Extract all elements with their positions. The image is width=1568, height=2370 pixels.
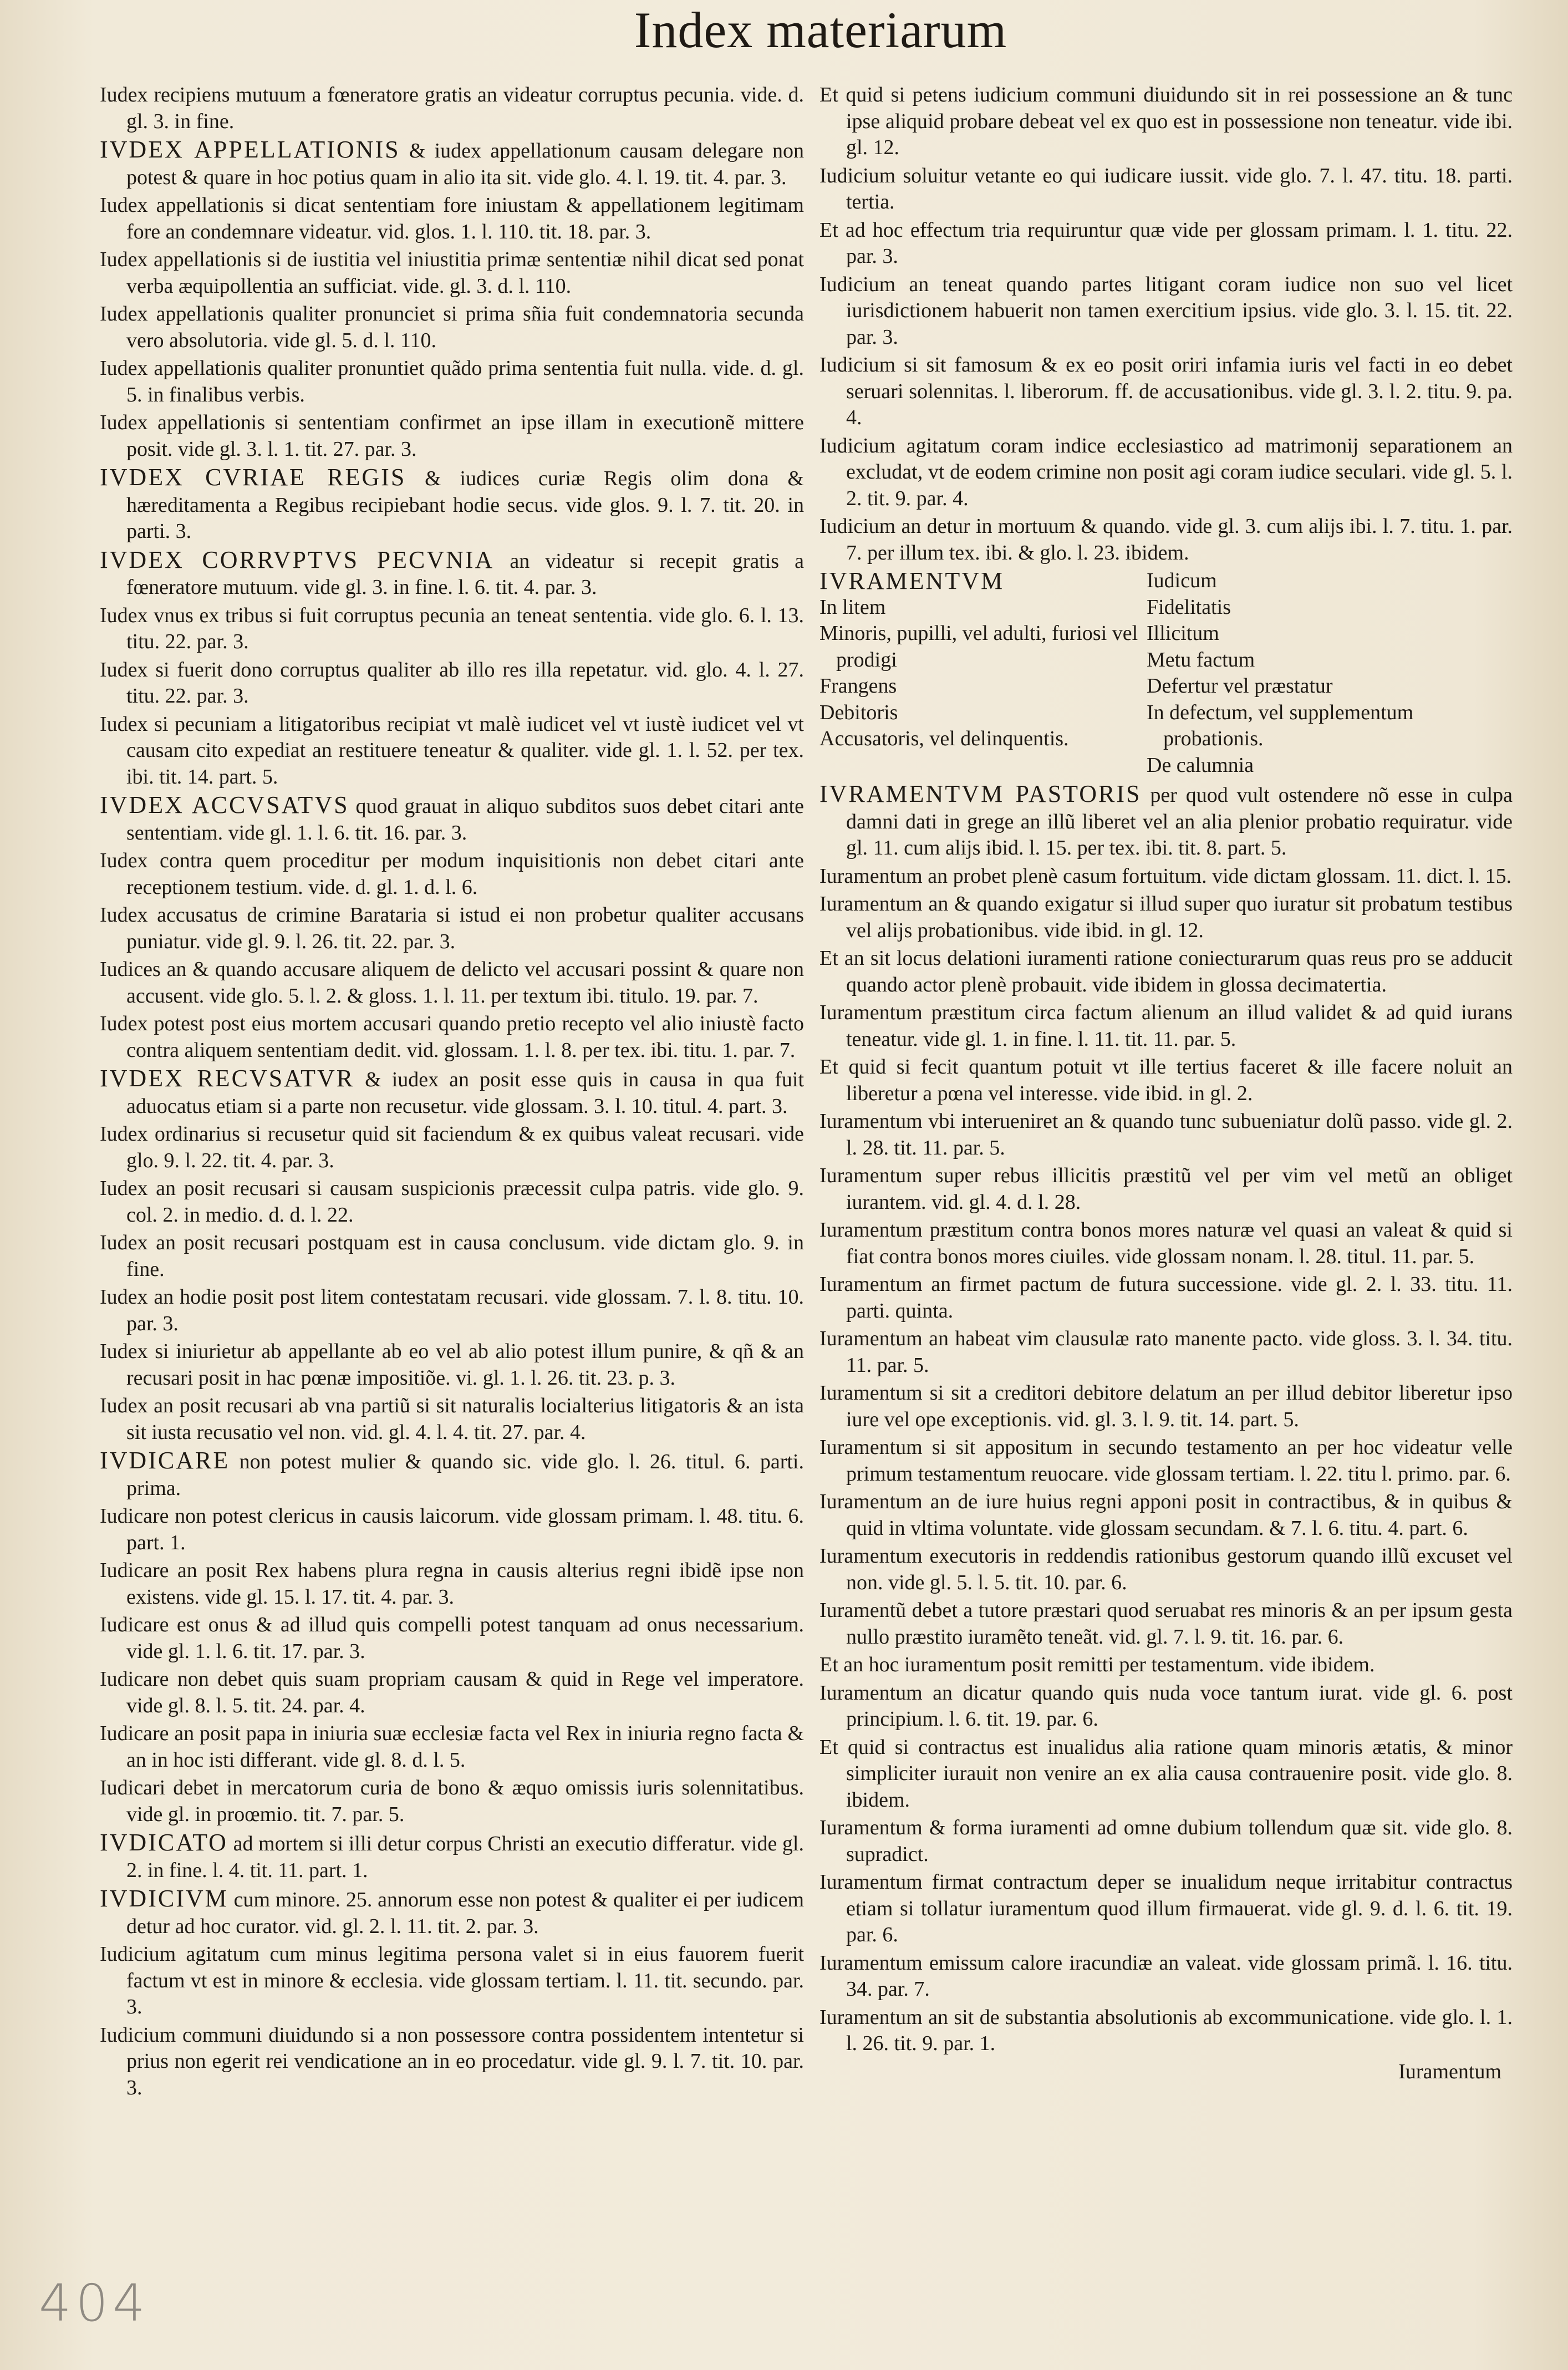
index-entry (819, 1163, 1513, 1215)
index-entry (819, 82, 1513, 161)
entry-text: Iuramentum si sit a creditori debitore delatum an per illud debitor liberetur ipso iure vel ope exceptionis. vid. gl. 3. l. 9. tit. 14. part. 5. (819, 1381, 1513, 1431)
iuramentum-term: Accusatoris, vel delinquentis. (819, 727, 1069, 750)
entry-text: Iudex si pecuniam a litigatoribus recipiat vt malè iudicet vel vt iustè iudicet vel vt causam cito expediat an restituere teneatur & qualiter. vide gl. 1. l. 52. per tex. ibi. tit. 14. part. 5. (100, 712, 804, 789)
entry-text: Iudex ordinarius si recusetur quid sit faciendum & ex quibus valeat recusari. vide glo. 9. l. 22. tit. 4. par. 3. (100, 1122, 804, 1172)
entry-text: Iudex si iniurietur ab appellante ab eo vel ab alio potest illum punire, & qñ & an recusari posit in hac pœnæ impositiõe. vi. gl. 1. l. 26. tit. 23. p. 3. (100, 1340, 804, 1390)
entry-text: Iuramentum firmat contractum deper se inualidum neque irritabitur contractus etiam si tollatur iuramentum quod illum firmauerat. vide gl. 9. d. l. 6. tit. 19. par. 6. (819, 1870, 1513, 1946)
entry-text: Iudicium agitatum coram indice ecclesiastico ad matrimonij separationem an excludat, vt de eodem crimine non posit agi coram iudice seculari. vide gl. 5. l. 2. tit. 9. par. 4. (819, 434, 1513, 510)
index-entry (819, 1380, 1513, 1433)
entry-text: Iudex an posit recusari postquam est in causa conclusum. vide dictam glo. 9. in fine. (100, 1231, 804, 1281)
index-entry (100, 1829, 804, 1884)
index-entry (100, 1176, 804, 1228)
iuramentum-term: Metu factum (1147, 648, 1255, 672)
index-entry (819, 352, 1513, 431)
entry-text: Iudex contra quem proceditur per modum inquisitionis non debet citari ante receptionem testium. vide. d. gl. 1. d. l. 6. (100, 849, 804, 899)
index-entry (819, 433, 1513, 512)
right-column (819, 82, 1513, 2085)
entry-text: Iuramentum si sit appositum in secundo testamento an per hoc videatur velle primum testamentum reuocare. vide glossam tertiam. l. 22. titu l. primo. par. 6. (819, 1436, 1513, 1486)
entry-text: Et an sit locus delationi iuramenti ratione coniecturarum quas reus pro se adducit quando actor plenè probauit. vide ibidem in glossa decimatertia. (819, 947, 1513, 996)
iuramentum-term: Illicitum (1147, 622, 1219, 645)
entry-text: Iuramentum præstitum contra bonos mores naturæ vel quasi an valeat & quid si fiat contra bonos mores ciuiles. vide glossam nonam. l. 28. titul. 11. par. 5. (819, 1218, 1513, 1268)
index-entry (819, 1680, 1513, 1733)
index-entry (100, 464, 804, 545)
index-entry (819, 891, 1513, 944)
entry-text: Iudicium communi diuidundo si a non possessore contra possidentem intentetur si prius non egerit rei vendicatione an in eo procedatur. vide gl. 9. l. 7. tit. 10. par. 3. (100, 2023, 804, 2099)
entry-text: Iuramentum an sit de substantia absolutionis ab excommunicatione. vide glo. l. 1. l. 26. tit. 9. par. 1. (819, 2005, 1513, 2055)
index-entry (100, 1721, 804, 1773)
index-entry (819, 1326, 1513, 1379)
entry-text: Et an hoc iuramentum posit remitti per testamentum. vide ibidem. (819, 1653, 1375, 1676)
entry-text: Iudicare non potest clericus in causis laicorum. vide glossam primam. l. 48. titu. 6. part. 1. (100, 1504, 804, 1554)
index-entry (100, 1775, 804, 1828)
index-entry (100, 1121, 804, 1174)
entry-text: Iudex vnus ex tribus si fuit corruptus pecunia an teneat sententia. vide glo. 6. l. 13. titu. 22. par. 3. (100, 603, 804, 653)
index-entry (819, 1543, 1513, 1596)
entry-text: cum minore. 25. annorum esse non potest & qualiter ei per iudicem detur ad hoc curator. vid. gl. 2. l. 11. tit. 2. par. 3. (126, 1888, 804, 1938)
entry-text: Iudex an hodie posit post litem contestatam recusari. vide glossam. 7. l. 8. titu. 10. par. 3. (100, 1285, 804, 1335)
entry-text: Iudicare non debet quis suam propriam causam & quid in Rege vel imperatore. vide gl. 8. l. 5. tit. 24. par. 4. (100, 1667, 804, 1717)
entry-text: & iudex appellationum causam delegare non potest & quare in hoc potius quam in alio ita sit. vide glo. 4. l. 19. tit. 4. par. 3. (126, 139, 804, 189)
entry-text: an videatur si recepit gratis a fœneratore mutuum. vide gl. 3. in fine. l. 6. tit. 4. par. 3. (126, 549, 805, 599)
entry-text: non potest mulier & quando sic. vide glo. l. 26. titul. 6. parti. prima. (126, 1450, 804, 1500)
entry-text: Iudicare est onus & ad illud quis compelli potest tanquam ad onus necessarium. vide gl. 1. l. 6. tit. 17. par. 3. (100, 1613, 804, 1663)
index-entry (100, 547, 804, 601)
entry-text: Iudex potest post eius mortem accusari quando pretio recepto vel alio iniustè facto contra aliquem sententiam dedit. vid. glossam. 1. l. 8. per tex. ibi. titu. 1. par. 7. (100, 1012, 804, 1062)
entry-text: Iudex appellationis qualiter pronunciet si prima sñia fuit condemnatoria secunda vero absolutoria. vide gl. 5. d. l. 110. (100, 302, 804, 352)
entry-text: Iuramentum an de iure huius regni apponi posit in contractibus, & in quibus & quid in vltima voluntate. vide glossam secundam. & 7. l. 6. titu. 4. part. 6. (819, 1490, 1513, 1540)
index-entry (100, 2022, 804, 2102)
iuramentum-term: Defertur vel præstatur (1147, 674, 1333, 698)
entry-heading: IVDICARE (100, 1447, 230, 1474)
entry-text: Iuramentum an & quando exigatur si illud super quo iuratur sit probatum testibus vel alijs probationibus. vide ibid. in gl. 12. (819, 892, 1513, 942)
entry-text: & iudex an posit esse quis in causa in qua fuit aduocatus etiam si a parte non recusetur. vide glossam. 3. l. 10. titul. 4. part. 3. (126, 1068, 804, 1118)
entry-text: Iuramentum præstitum circa factum alienum an illud validet & ad quid iurans teneatur. vide gl. 1. in fine. l. 11. tit. 11. par. 5. (819, 1001, 1513, 1051)
index-entry (100, 192, 804, 245)
index-entry (100, 355, 804, 408)
index-entry (819, 945, 1513, 998)
iuramentum-term: Frangens (819, 674, 897, 698)
catchword: Iuramentum (1398, 2059, 1501, 2083)
entry-text: Iudex accusatus de crimine Barataria si istud ei non probetur qualiter accusans puniatur. vide gl. 9. l. 26. tit. 22. par. 3. (100, 903, 804, 953)
entry-text: ad mortem si illi detur corpus Christi an executio differatur. vide gl. 2. in fine. l. 4. tit. 11. part. 1. (126, 1832, 804, 1882)
index-entry (819, 163, 1513, 216)
index-entry (100, 1065, 804, 1120)
index-entry (819, 781, 1513, 862)
index-entry (819, 217, 1513, 270)
index-entry (100, 1447, 804, 1502)
index-entry (100, 1011, 804, 1064)
entry-text: Iuramentum executoris in reddendis rationibus gestorum quando illũ excuset vel non. vide gl. 5. l. 5. tit. 10. par. 6. (819, 1544, 1513, 1594)
index-entry (819, 1272, 1513, 1324)
entry-text: Iudicare an posit Rex habens plura regna in causis alterius regni ibidẽ ipse non existens. vide gl. 15. l. 17. tit. 4. par. 3. (100, 1559, 804, 1609)
iuramentum-table (819, 568, 1513, 779)
index-entry (819, 863, 1513, 890)
entry-text: Iudicium soluitur vetante eo qui iudicare iussit. vide glo. 7. l. 47. titu. 18. parti. tertia. (819, 164, 1513, 213)
index-entry (100, 792, 804, 846)
entry-text: Iudicari debet in mercatorum curia de bono & æquo omissis iuris solennitatibus. vide gl. in proœmio. tit. 7. par. 5. (100, 1776, 804, 1826)
entry-text: Iudex appellationis si de iustitia vel iniustitia primæ sententiæ nihil dicat sed ponat verba æquipollentia an sufficiat. vide. gl. 3. d. l. 110. (100, 248, 804, 298)
index-entry (100, 1339, 804, 1391)
entry-text: Iudicium an detur in mortuum & quando. vide gl. 3. cum alijs ibi. l. 7. titu. 1. par. 7. per illum tex. ibi. & glo. l. 23. ibidem. (819, 515, 1513, 564)
index-entry (100, 410, 804, 462)
entry-text: Iudicium agitatum cum minus legitima persona valet si in eius fauorem fuerit factum vt est in minore & ecclesia. vide glossam tertiam. l. 11. tit. secundo. par. 3. (100, 1942, 804, 2018)
entry-text: quod grauat in aliquo subditos suos debet citari ante sententiam. vide gl. 1. l. 6. tit. 16. par. 3. (126, 795, 804, 845)
entry-text: Iudex si fuerit dono corruptus qualiter ab illo res illa repetatur. vid. glo. 4. l. 27. titu. 22. par. 3. (100, 658, 804, 708)
entry-text: Iuramentum an habeat vim clausulæ rato manente pacto. vide gloss. 3. l. 34. titu. 11. par. 5. (819, 1327, 1513, 1377)
entry-text: Iuramentum an probet plenè casum fortuitum. vide dictam glossam. 11. dict. l. 15. (819, 864, 1512, 888)
index-entry (100, 247, 804, 299)
index-entry (100, 603, 804, 655)
page-title: Index materiarum (634, 2, 1007, 58)
index-entry (819, 1000, 1513, 1052)
entry-heading: IVDEX CVRIAE REGIS (100, 464, 406, 491)
index-entry (100, 1230, 804, 1283)
index-entry (100, 136, 804, 191)
entry-text: Iuramentum an dicatur quando quis nuda voce tantum iurat. vide gl. 6. post principium. l. 6. tit. 19. par. 6. (819, 1681, 1513, 1731)
iuramentum-term: In litem (819, 595, 886, 619)
entry-text: Iudicium an teneat quando partes litigant coram iudice non suo vel licet iurisdictionem habuerit non tamen exercitium ipsius. vide glo. 3. l. 15. tit. 22. par. 3. (819, 272, 1513, 349)
index-entry (100, 1941, 804, 2021)
iuramentum-table-left (819, 568, 1147, 779)
index-entry (819, 1869, 1513, 1949)
entry-heading: IVDEX CORRVPTVS PECVNIA (100, 546, 495, 573)
index-entry (819, 1489, 1513, 1542)
index-entry (100, 301, 804, 354)
index-entry (100, 1558, 804, 1610)
index-entry (819, 1950, 1513, 2003)
entry-text: Iudex appellationis si sententiam confirmet an ipse illam in executionẽ mittere posit. vide gl. 3. l. 1. tit. 27. par. 3. (100, 411, 804, 461)
index-entry (100, 657, 804, 710)
index-entry (819, 272, 1513, 351)
entry-text: Iudex an posit recusari ab vna partiũ si sit naturalis locialterius litigatoris & an ista sit iusta recusatio vel non. vid. gl. 4. l. 4. tit. 27. par. 4. (100, 1394, 804, 1444)
entry-text: Et quid si petens iudicium communi diuidundo sit in rei possessione an & tunc ipse aliquid probare debeat vel ex quo est in possessione non teneatur. vide ibi. gl. 12. (819, 83, 1513, 159)
index-entry (100, 711, 804, 791)
entry-text: Iudex appellationis qualiter pronuntiet quãdo prima sententia fuit nulla. vide. d. gl. 5. in finalibus verbis. (100, 357, 804, 406)
iuramentum-term: Debitoris (819, 700, 898, 724)
entry-text: Iuramentum super rebus illicitis præstitũ vel per vim vel metũ an obliget iurantem. vid. gl. 4. d. l. 28. (819, 1164, 1513, 1214)
index-entry (819, 513, 1513, 566)
index-entry (100, 1393, 804, 1446)
entry-text: Iuramentum & forma iuramenti ad omne dubium tollendum quæ sit. vide glo. 8. supradict. (819, 1816, 1513, 1866)
index-entry (100, 1885, 804, 1940)
entry-heading: IVDEX APPELLATIONIS (100, 136, 400, 163)
right-column-bottom (819, 781, 1513, 2057)
index-entry (819, 1108, 1513, 1161)
entry-heading: IVDICATO (100, 1829, 228, 1856)
index-entry (100, 1666, 804, 1719)
index-entry (819, 1652, 1513, 1679)
entry-text: Iudex an posit recusari si causam suspicionis præcessit culpa patris. vide glo. 9. col. 2. in medio. d. d. l. 22. (100, 1177, 804, 1227)
index-entry (100, 82, 804, 135)
entry-text: Iudex recipiens mutuum a fœneratore gratis an videatur corruptus pecunia. vide. d. gl. 3. in fine. (100, 83, 804, 133)
index-entry (819, 1815, 1513, 1868)
entry-text: Iuramentum an firmet pactum de futura successione. vide gl. 2. l. 33. titu. 11. parti. quinta. (819, 1273, 1513, 1323)
iuramentum-term: De calumnia (1147, 753, 1254, 777)
iuramentum-term: Minoris, pupilli, vel adulti, furiosi vel prodigi (819, 622, 1138, 672)
index-entry (819, 1217, 1513, 1270)
entry-heading: IVDEX ACCVSATVS (100, 791, 349, 818)
index-entry (819, 1598, 1513, 1650)
entry-text: Iuramentum vbi interueniret an & quando tunc subueniatur dolũ passo. vide gl. 2. l. 28. tit. 11. par. 5. (819, 1110, 1513, 1159)
entry-text: Iudicium si sit famosum & ex eo posit oriri infamia iuris vel facti in eo debet seruari solennitas. l. liberorum. ff. de accusationibus. vide gl. 3. l. 2. titu. 9. pa. 4. (819, 353, 1513, 429)
index-entry (100, 902, 804, 955)
entry-heading: IVDEX RECVSATVR (100, 1065, 355, 1092)
entry-text: Et quid si fecit quantum potuit vt ille tertius faceret & ille facere noluit an liberetur a pœna vel interesse. vide ibid. in gl. 2. (819, 1055, 1513, 1105)
index-entry (100, 1612, 804, 1665)
index-entry (100, 957, 804, 1009)
iuramentum-term: Iudicum (1147, 569, 1217, 592)
entry-text: per quod vult ostendere nõ esse in culpa damni dati in grege an illũ liberet vel an alia plenior probatio requiratur. vide gl. 11. cum alijs ibid. l. 15. per tex. ibi. tit. 8. part. 5. (846, 784, 1513, 859)
entry-text: & iudices curiæ Regis olim dona & hæreditamenta a Regibus recipiebant hodie secus. vide glos. 9. l. 7. tit. 20. in parti. 3. (126, 467, 804, 543)
entry-text: Et ad hoc effectum tria requiruntur quæ vide per glossam primam. l. 1. titu. 22. par. 3. (819, 218, 1513, 268)
index-entry (100, 848, 804, 901)
iuramentum-heading: IVRAMENTVM (819, 567, 1005, 594)
iuramentum-term: Fidelitatis (1147, 595, 1231, 619)
entry-text: Iudex appellationis si dicat sententiam fore iniustam & appellationem legitimam fore an condemnare videatur. vid. glos. 1. l. 110. tit. 18. par. 3. (100, 194, 804, 243)
folio-mark: 404 (39, 2274, 150, 2333)
entry-text: Iudicare an posit papa in iniuria suæ ecclesiæ facta vel Rex in iniuria regno facta & an in hoc isti differant. vide gl. 8. d. l. 5. (100, 1722, 804, 1772)
entry-heading: IVDICIVM (100, 1885, 228, 1912)
index-entry (819, 1735, 1513, 1814)
entry-text: Iudices an & quando accusare aliquem de delicto vel accusari possint & quare non accusent. vide glo. 5. l. 2. & gloss. 1. l. 11. per textum ibi. titulo. 19. par. 7. (100, 958, 804, 1008)
index-entry (100, 1284, 804, 1337)
index-entry (100, 1503, 804, 1556)
index-entry (819, 1435, 1513, 1487)
right-column-top (819, 82, 1513, 566)
index-entry (819, 1054, 1513, 1107)
entry-text: Iuramentũ debet a tutore præstari quod seruabat res minoris & an per ipsum gesta nullo præstito iuramẽto teneãt. vid. gl. 7. l. 9. tit. 16. par. 6. (819, 1599, 1513, 1649)
index-entry (819, 2005, 1513, 2057)
left-column (100, 82, 804, 2103)
iuramentum-term: In defectum, vel supplementum probationis. (1147, 700, 1414, 750)
entry-text: Et quid si contractus est inualidus alia ratione quam minoris ætatis, & minor simpliciter iurauit non venire an ex alia causa contrauenire posit. vide glo. 8. ibidem. (819, 1735, 1513, 1812)
entry-heading: IVRAMENTVM PASTORIS (819, 780, 1142, 807)
iuramentum-table-right (1147, 568, 1490, 779)
entry-text: Iuramentum emissum calore iracundiæ an valeat. vide glossam primã. l. 16. titu. 34. par. 7. (819, 1951, 1513, 2001)
